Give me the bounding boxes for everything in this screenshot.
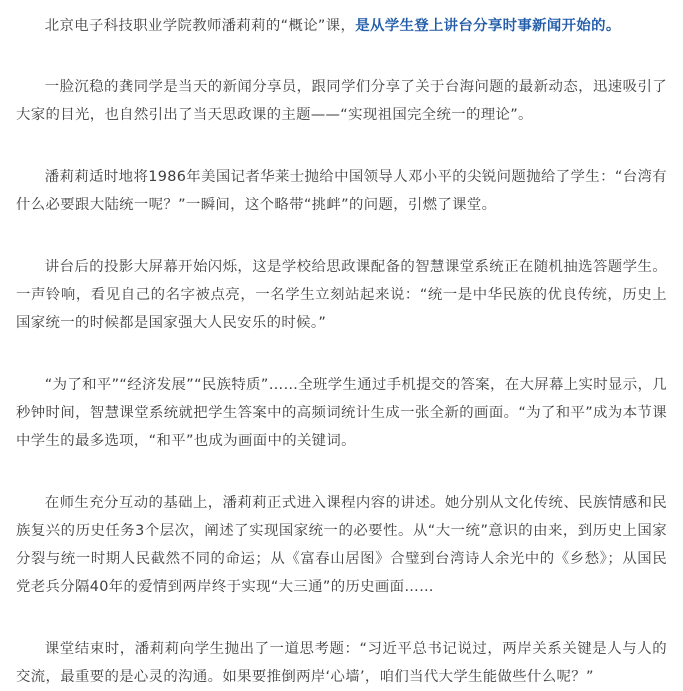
paragraph-intro bbox=[16, 11, 667, 41]
paragraph-answers: “为了和平”“经济发展”“民族特质”……全班学生通过手机提交的答案，在大屏幕上实时显示，几秒钟时间，智慧课堂系统就把学生答案中的高频词统计生成一张全新的画面。“为了和平”成为本节课中学生的最多选项，“和平”也成为画面中的关键词。 bbox=[16, 377, 667, 449]
paragraph-question: 潘莉莉适时地将1986年美国记者华莱士抛给中国领导人邓小平的尖锐问题抛给了学生：“台湾有什么必要跟大陆统一呢？”一瞬间，这个略带“挑衅”的问题，引燃了课堂。 bbox=[16, 169, 667, 213]
paragraph-news-sharing: 一脸沉稳的龚同学是当天的新闻分享员，跟同学们分享了关于台海问题的最新动态，迅速吸引了大家的目光，也自然引出了当天思政课的主题——“实现祖国完全统一的理论”。 bbox=[16, 79, 667, 123]
highlighted-sentence: 是从学生登上讲台分享时事新闻开始的。 bbox=[355, 18, 621, 34]
paragraph-closing: 课堂结束时，潘莉莉向学生抛出了一道思考题：“习近平总书记说过，两岸关系关键是人与人的交流，最重要的是心灵的沟通。如果要推倒两岸‘心墙’，咱们当代大学生能做些什么呢？” bbox=[16, 641, 667, 685]
paragraph-intro-text: 北京电子科技职业学院教师潘莉莉的“概论”课， bbox=[44, 18, 356, 34]
paragraph-smart-classroom: 讲台后的投影大屏幕开始闪烁，这是学校给思政课配备的智慧课堂系统正在随机抽选答题学生。一声铃响，看见自己的名字被点亮，一名学生立刻站起来说：“统一是中华民族的优良传统，历史上国家统一的时候都是国家强大人民安乐的时候。” bbox=[16, 259, 667, 331]
paragraph-lecture: 在师生充分互动的基础上，潘莉莉正式进入课程内容的讲述。她分别从文化传统、民族情感和民族复兴的历史任务3个层次，阐述了实现国家统一的必要性。从“大一统”意识的由来，到历史上国家分裂与统一时期人民截然不同的命运；从《富春山居图》合璧到台湾诗人余光中的《乡愁》；从国民党老兵分隔40年的爱情到两岸终于实现“大三通”的历史画面…… bbox=[16, 495, 667, 595]
